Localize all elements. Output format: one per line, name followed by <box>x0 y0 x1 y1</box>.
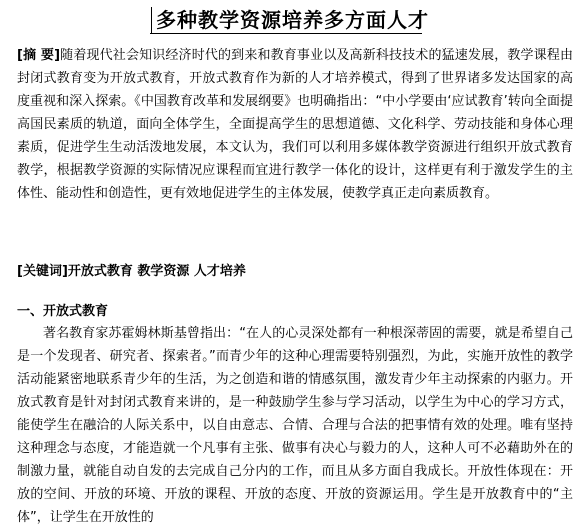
title-underline <box>150 33 422 34</box>
abstract-tag: [摘 要] <box>17 48 61 63</box>
section-body <box>17 322 573 529</box>
section-heading: 一、开放式教育 <box>17 304 109 319</box>
document-title: 多种教学资源培养多方面人才 <box>156 8 429 32</box>
keywords-line: [关键词]开放式教育 教学资源 人才培养 <box>17 264 246 279</box>
abstract-paragraph <box>17 44 573 205</box>
title-area <box>0 0 577 36</box>
abstract-block <box>17 44 573 205</box>
section-paragraph: 著名教育家苏霍姆林斯基曾指出：“在人的心灵深处都有一种根深蒂固的需要，就是希望自己是一个发现者、研究者、探索者。”而青少年的这种心理需要特别强烈，为此，实施开放性的教学活动能紧密地联系青少年的生活，为之创造和谐的情感氛围，激发青少年主动探索的内驱力。开放式教育是针对封闭式教育来讲的，是一种鼓励学生参与学习活动，以学生为中心的学习方式，能使学生在融洽的人际关系中，以自由意志、合情、合理与合法的把事情有效的处理。唯有坚持这种理念与态度，才能造就一个凡事有主张、做事有决心与毅力的人，这种人可不必藉助外在的制激力量，就能自动自发的去完成自己分内的工作，而且从多方面自我成长。开放性体现在：开放的空间、开放的环境、开放的课程、开放的态度、开放的资源运用。学生是开放教育中的“主体”，让学生在开放性的 <box>17 326 573 525</box>
text-cursor <box>151 7 152 33</box>
abstract-text: 随着现代社会知识经济时代的到来和教育事业以及高新科技技术的猛速发展，教学课程由封闭式教育变为开放式教育，开放式教育作为新的人才培养模式，得到了世界诸多发达国家的高度重视和深入探索。《中国教育改革和发展纲要》也明确指出：“中小学要由‘应试教育’转向全面提高国民素质的轨道，面向全体学生，全面提高学生的思想道德、文化科学、劳动技能和身体心理素质，促进学生生动活泼地发展，本文认为，我们可以利用多媒体教学资源进行组织开放式教育教学，根据教学资源的实际情况应课程而宜进行教学一体化的设计，这样更有利于激发学生的主体性、能动性和创造性，更有效地促进学生的主体发展，使教学真正走向素质教育。 <box>17 48 573 201</box>
